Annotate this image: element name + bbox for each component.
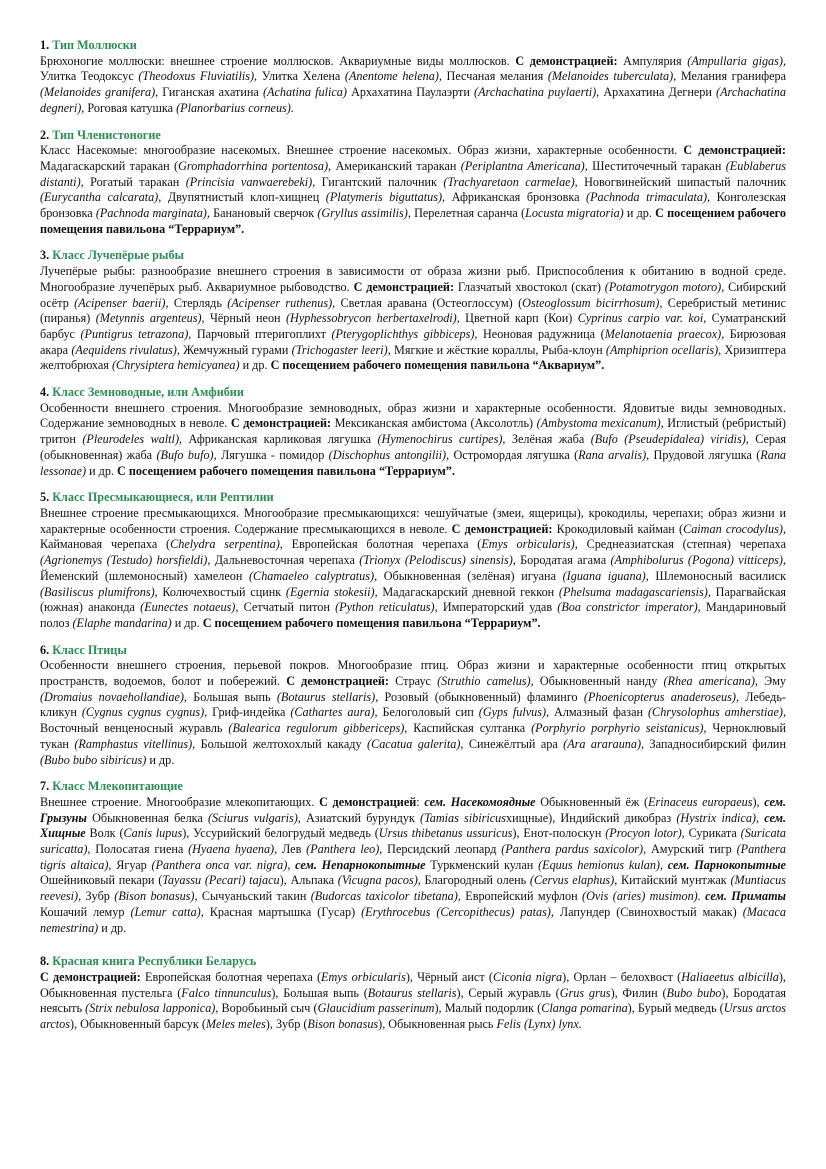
text-run: С демонстрацией: (40, 969, 141, 984)
text-run: Улитка Теодоксус (40, 69, 139, 84)
text-run: (Chamaeleo calyptratus), (249, 568, 378, 583)
text-run: (Agrionemys (Testudo) horsfieldi), (40, 553, 211, 568)
text-run: Большой желтохохлый какаду (195, 736, 368, 751)
text-run: Grus grus (559, 985, 611, 1000)
text-run: С демонстрацией: (683, 143, 786, 158)
text-run: Tayassu (Pecari) tajacu (162, 873, 280, 888)
text-run: Двупятнистый клоп-хищнец (161, 190, 326, 205)
text-run: Мелания гранифера (676, 69, 787, 84)
text-run: хищные), Индийский дикобраз (506, 810, 677, 825)
text-run: ), Филин ( (610, 985, 667, 1000)
text-run: (Basiliscus plumifrons), (40, 584, 158, 599)
text-run: сем. Непарнокопытные (295, 857, 426, 872)
text-run: Амурский тигр (646, 842, 737, 857)
text-run: Серая (обыкновенная) жаба (40, 432, 787, 462)
text-run: Внешнее строение пресмыкающихся. Многообразие пресмыкающихся: чешуйчатые (змеи, ящерицы), крокодилы, черепахи; образ жизни и характерные особенности строения. Содержание пресмыкающихся в неволе. (40, 505, 786, 536)
section-title: Тип Членистоногие (52, 127, 161, 142)
text-run: Melanotaenia praecox), (604, 326, 725, 341)
text-run: Европейская болотная черепаха ( (282, 537, 482, 552)
section-heading (40, 954, 786, 970)
text-run: ), Серый журавль ( (456, 985, 560, 1000)
text-run: (Gyps fulvus), (478, 705, 550, 720)
text-run: (Boa constrictor imperator), (557, 600, 701, 615)
text-run: Ягуар (111, 857, 152, 872)
text-run: Конголезская бронзовка (40, 190, 786, 221)
text-run: Зелёная жаба (505, 432, 591, 447)
text-run: Обыкновенный нанду (533, 674, 664, 689)
text-run: Синежёлтый ара (463, 736, 564, 751)
text-run: С демонстрацией: (451, 521, 553, 536)
section-number: 3. (40, 248, 50, 263)
section-number: 5. (40, 490, 50, 505)
text-run: Каспийская султанка (407, 721, 532, 736)
text-run: сем. Грызуны (40, 794, 787, 825)
text-run: Полосатая гиена (90, 842, 189, 857)
text-run: (Panthera pardus saxicolor), (501, 842, 647, 857)
text-run: С посещением рабочего помещения павильона “Террариум”. (202, 615, 541, 630)
section-title: Красная книга Республики Беларусь (52, 954, 257, 969)
text-run: Bubo bubo (666, 985, 722, 1000)
text-run: (Acipenser ruthenus), (227, 295, 336, 310)
text-run: (Princisia vanwaerebeki), (185, 174, 316, 189)
text-run: Эму (757, 674, 786, 689)
text-run: Лучепёрые рыбы: разнообразие внешнего строения в зависимости от образа жизни рыб. Приспособления к обитанию в водной среде. Многообразие лучепёрых рыб. Аквариумное рыбоводство. (40, 264, 786, 294)
text-run: Европейская болотная черепаха ( (140, 969, 322, 984)
text-run: Лягушка - помидор (216, 447, 329, 462)
section-body (40, 970, 786, 1033)
section-number: 1. (40, 38, 50, 52)
text-run: Суматранский барбус (40, 311, 787, 341)
text-run: (Python reticulatus), (335, 600, 438, 615)
text-run: (Theodoxus Fluviatilis), (138, 69, 258, 84)
text-run: (Macaca nemestrina) (40, 904, 787, 935)
text-run: ), Чёрный аист ( (405, 969, 493, 984)
text-run: Обыкновенная белка (86, 810, 208, 825)
text-run: (Planorbarius corneus). (176, 100, 294, 115)
text-run: Cyprinus carpio var. koi, (577, 311, 707, 326)
text-run: (Egernia stokesii), (285, 584, 378, 599)
text-run: (Procyon lotor), (605, 826, 685, 841)
text-run: сем. Парнокопытные (667, 857, 786, 872)
text-run: (Aequidens rivulatus), (71, 342, 180, 357)
text-run: Гиганская ахатина (158, 85, 263, 100)
text-run: Колючехвостый сцинк (157, 584, 286, 599)
text-run: Сычуаньский такин (197, 889, 311, 904)
section (40, 248, 786, 374)
text-run: (Trichogaster leeri), (291, 342, 391, 357)
text-run: Ампулярия (617, 53, 688, 68)
text-run: С посещением рабочего помещения павильона “Аквариум”. (270, 358, 605, 373)
section-number: 7. (40, 779, 50, 794)
text-run: (Potamotrygon motoro), (604, 279, 725, 294)
text-run: (Elaphe mandarina) (72, 615, 172, 630)
text-run: Азиатский бурундук (300, 810, 421, 825)
text-run: (Eurycantha calcarata), (40, 190, 162, 205)
text-run: (Phoenicopterus anaderoseus), (583, 689, 739, 704)
text-run: Meles meles (205, 1017, 266, 1032)
text-run: Парагвайская (южная) анаконда (40, 584, 786, 615)
text-run: Парчовый птеригоплихт (191, 326, 332, 341)
text-run: (Hymenochirus curtipes), (377, 432, 506, 447)
text-run: (Phelsuma madagascariensis), (558, 584, 711, 599)
section-title: Класс Земноводные, или Амфибии (52, 385, 244, 400)
text-run: Внешнее строение. Многообразие млекопитающих. (40, 794, 320, 809)
text-run: Особенности внешнего строения. Многообразие земноводных, образ жизни и характерные особенности. Ядовитые виды земноводных. Содержание земноводных в неволе. (40, 400, 786, 431)
section-body (40, 506, 786, 632)
text-run: Туркменский кулан (425, 857, 539, 872)
text-run: Locusta migratoria) (525, 206, 624, 221)
section-title: Класс Пресмыкающиеся, или Рептилии (52, 490, 274, 505)
text-run: Суриката (684, 826, 741, 841)
text-run: Остромордая лягушка ( (449, 447, 579, 462)
text-run: Алмазный фазан (549, 705, 648, 720)
text-run: Иглистый (ребристый) тритон (40, 416, 786, 447)
text-run: С демонстрацией: (286, 674, 389, 689)
text-run: ), Бородатая неясыть (40, 985, 786, 1016)
text-run: Волк ( (85, 826, 124, 841)
text-run: (Melanoides tuberculata), (547, 69, 677, 84)
text-run: Жемчужный гурами (179, 342, 292, 357)
text-run: (Panthera onca var. nigra), (151, 857, 291, 872)
text-run: Osteoglossum bicirrhosum), (522, 295, 663, 310)
text-run: (Cygnus cygnus cygnus), (81, 705, 208, 720)
text-run: (Pachnoda trimaculata), (586, 190, 711, 205)
text-run: Falco tinnunculus (181, 985, 272, 1000)
text-run: Черноклювый тукан (40, 721, 786, 751)
text-run: ), Обыкновенная рысь (378, 1017, 497, 1032)
text-run: Воробьиный сыч ( (218, 1001, 318, 1016)
text-run: (Cacatua galerita), (367, 736, 464, 751)
section-heading (40, 38, 786, 54)
text-run: Ошейниковый пекари ( (40, 873, 163, 888)
text-run: (Periplantna Americana), (460, 158, 588, 173)
text-run: Обыкновенный ёж ( (535, 794, 649, 809)
text-run: Императорский удав (437, 600, 558, 615)
text-run: (Archachatina degneri), (40, 85, 786, 115)
section-heading (40, 779, 786, 795)
text-run: Лев (277, 842, 307, 857)
text-run: и др. (146, 752, 175, 767)
text-run: (Acipenser baerii), (74, 295, 169, 310)
text-run: (Balearica regulorum gibbericeps), (228, 721, 408, 736)
section-heading (40, 643, 786, 659)
text-run: (Platymeris biguttatus), (325, 190, 446, 205)
text-run: Персидский леопард (382, 842, 502, 857)
text-run: Белоголовый сип (377, 705, 479, 720)
section (40, 385, 786, 479)
section-number: 4. (40, 385, 50, 400)
text-run: (Struthio camelus), (437, 674, 534, 689)
text-run: С посещением рабочего помещения павильона “Террариум”. (117, 463, 455, 478)
section-number: 6. (40, 642, 50, 657)
text-run: (Amphiprion ocellaris), (605, 342, 722, 357)
text-run: ), Малый подорлик ( (434, 1001, 542, 1016)
text-run: (Bufo bufo), (156, 447, 217, 462)
text-run: (Panthera tigris altaica), (40, 842, 786, 872)
text-run: Китайский мунтжак (617, 873, 731, 888)
text-run: Botaurus stellaris (367, 985, 457, 1000)
text-run: (Ampullaria gigas), (687, 53, 786, 68)
text-run: (Lemur catta), (130, 904, 204, 919)
text-run: (Gryllus assimilis), (317, 206, 411, 221)
text-run: Роговая катушка (84, 100, 177, 115)
text-run: (Chrysolophus amherstiae), (648, 705, 787, 720)
section-heading (40, 248, 786, 264)
text-run: Шеститочечный таракан (587, 158, 726, 173)
text-run: : (416, 794, 425, 809)
text-run: ), Большая выпь ( (271, 985, 368, 1000)
text-run: Африканская бронзовка (445, 190, 587, 205)
text-run: Лапундер (Свинохвостый макак) (553, 904, 743, 919)
text-run: Африканская карликовая лягушка (182, 432, 378, 447)
section-title: Класс Млекопитающие (52, 779, 183, 794)
text-run: Хризиптера желтобрюхая (40, 342, 787, 373)
text-run: Зубр (81, 889, 115, 904)
text-run: (Archachatina puylaerti), (474, 85, 600, 100)
text-run: Благородный олень (420, 873, 530, 888)
text-run: (Hystrix indica), (676, 810, 760, 825)
text-run: и др. (171, 615, 203, 630)
text-run: Песчаная мелания (441, 69, 548, 84)
text-run: Лебедь-кликун (40, 689, 786, 720)
text-run: Серебристый метинис (пиранья) (40, 295, 786, 326)
section-number: 8. (40, 954, 50, 969)
text-run: Каймановая черепаха ( (40, 537, 171, 552)
text-run: (Equus hemionus kulan), (538, 857, 664, 872)
text-run: Сибирский осётр (40, 279, 787, 310)
text-run: (Pachnoda marginata), (95, 206, 210, 221)
text-run: Мандариновый полоз (40, 600, 786, 630)
section-number: 2. (40, 127, 50, 142)
text-run: ), Зубр ( (265, 1017, 308, 1032)
text-run: Архахатина Дегнери (599, 85, 717, 100)
text-run: С посещением рабочего помещения павильона “Террариум”. (40, 206, 786, 236)
section (40, 128, 786, 238)
text-run: (Porphyrio porphyrio seistanicus), (531, 721, 707, 736)
text-run: (Vicugna pacos), (337, 873, 421, 888)
text-run: Rana lessonae) (40, 447, 787, 478)
text-run: (Eunectes notaeus), (140, 600, 239, 615)
text-run: Крокодиловый кайман ( (552, 521, 684, 536)
text-run: (Rhea americana), (663, 674, 758, 689)
text-run: Ursus thibetanus ussuricus (378, 826, 513, 841)
text-run: Банановый сверчок (209, 206, 318, 221)
text-run: (Botaurus stellaris), (276, 689, 379, 704)
section-heading (40, 385, 786, 401)
text-run: и др. (86, 463, 118, 478)
text-run: Неоновая радужница ( (477, 326, 605, 341)
section-heading (40, 490, 786, 506)
section-title: Класс Лучепёрые рыбы (52, 248, 185, 263)
text-run: (Iguana iguana), (562, 568, 649, 583)
text-run: Мягкие и жёсткие кораллы, Рыба-клоун (390, 342, 606, 357)
text-run: Шлемоносный василиск (648, 568, 787, 583)
text-run: (Budorcas taxicolor tibetana), (310, 889, 461, 904)
section-title: Класс Птицы (52, 642, 127, 657)
section (40, 954, 786, 1033)
text-run: Светлая аравана (Остеоглоссум) ( (335, 295, 523, 310)
section-title: Тип Моллюски (52, 38, 137, 52)
text-run: Chelydra serpentina), (170, 537, 283, 552)
text-run: сем. Приматы (705, 889, 787, 904)
text-run: (Cervus elaphus), (529, 873, 618, 888)
text-run: (Ambystoma mexicanum), (536, 416, 664, 431)
text-run: Западносибирский филин (644, 736, 786, 751)
text-run: Красная мартышка (Гусар) (203, 904, 362, 919)
text-run: (Bufo (Pseudepidalea) viridis), (590, 432, 749, 447)
text-run: (Bison bonasus), (114, 889, 198, 904)
text-run: Брюхоногие моллюски: внешнее строение моллюсков. Аквариумные виды моллюсков. (40, 53, 516, 68)
text-run: Бородатая агама (515, 553, 611, 568)
section-body (40, 658, 786, 768)
text-run: (Pleurodeles waltl), (82, 432, 183, 447)
text-run: (Panthera leo), (306, 842, 383, 857)
text-run: Прудовой лягушка ( (649, 447, 761, 462)
text-run: Страус (388, 674, 438, 689)
section (40, 643, 786, 769)
text-run: Felis (Lynx) lynx. (496, 1017, 582, 1032)
text-run: Стерлядь (168, 295, 228, 310)
text-run: (Pterygoplichthys gibbiceps), (331, 326, 478, 341)
text-run: (Ovis (aries) musimon). (582, 889, 701, 904)
text-run: (Sciurus vulgaris), (207, 810, 301, 825)
text-run: Дальневосточная черепаха (210, 553, 360, 568)
section-body (40, 795, 786, 936)
text-run: Розовый (обыкновенный) фламинго (378, 689, 584, 704)
text-run: (Hyaena hyaena), (188, 842, 278, 857)
text-run: (Trachyaretaon carmelae), (443, 174, 578, 189)
text-run: Erinaceus europaeus (648, 794, 753, 809)
text-run: Перелетная саранча ( (410, 206, 526, 221)
text-run: Улитка Хелена (257, 69, 345, 84)
text-run: Haliaeetus albicilla (681, 969, 779, 984)
text-run: (Eublaberus distanti), (40, 158, 786, 189)
text-run: Йеменский (шлемоносный) хамелеон (40, 568, 249, 583)
text-run: Bison bonasus (307, 1017, 379, 1032)
text-run: ), Енот-полоскун (512, 826, 606, 841)
text-run: (Erythrocebus (Cercopithecus) patas), (361, 904, 554, 919)
text-run: (Puntigrus tetrazona), (80, 326, 192, 341)
text-run: Emys orbicularis), (481, 537, 578, 552)
text-run: Большая выпь (186, 689, 277, 704)
text-run: Чёрный неон (204, 311, 286, 326)
text-run: (Ara ararauna), (563, 736, 645, 751)
text-run: Рогатый таракан (83, 174, 186, 189)
text-run: и др. (623, 206, 656, 221)
text-run: (Trionyx (Pelodiscus) sinensis), (359, 553, 516, 568)
text-run: (Metynnis argenteus), (95, 311, 205, 326)
section-body (40, 143, 786, 237)
text-run: и др. (239, 358, 271, 373)
text-run: (Strix nebulosa lapponica), (85, 1001, 219, 1016)
text-run: Gromphadorrhina portentosa), (178, 158, 332, 173)
text-run: (Amphibolurus (Pogona) vitticeps), (610, 553, 787, 568)
text-run: (Chrysiptera hemicyanea) (111, 358, 240, 373)
text-run: Глазчатый хвостокол (скат) (454, 279, 605, 294)
section (40, 38, 786, 117)
text-run: Clanga pomarina (541, 1001, 628, 1016)
text-run: (Muntiacus reevesi), (40, 873, 786, 904)
text-run: Glaucidium passerinum (317, 1001, 435, 1016)
text-run: Мадагаскарский дневной геккон (377, 584, 559, 599)
text-run: (Hyphessobrycon herbertaxelrodi), (285, 311, 460, 326)
text-run: С демонстрацией: (230, 416, 332, 431)
text-run: Бирюзовая акара (40, 326, 786, 357)
text-run: ), Обыкновенный барсук ( (70, 1017, 206, 1032)
text-run: ), (752, 794, 765, 809)
text-run: Среднеазиатская (степная) черепаха (577, 537, 787, 552)
text-run: (Achatina fulica) (262, 85, 347, 100)
text-run: ), Бурый медведь ( (627, 1001, 724, 1016)
text-run: С демонстрацией (319, 794, 417, 809)
text-run: сем. Хищные (40, 810, 786, 841)
text-run: Кошачий лемур (40, 904, 131, 919)
text-run: Класс Насекомые: многообразие насекомых. Внешнее строение насекомых. Образ жизни, характерные особенности. (40, 143, 684, 158)
section-body (40, 54, 786, 117)
text-run: Обыкновенная (зелёная) игуана (377, 568, 563, 583)
text-run: сем. Насекомоядные (424, 794, 536, 809)
text-run: и др. (98, 920, 127, 935)
text-run: Особенности внешнего строения, перьевой покров. Многообразие птиц. Образ жизни и характерные особенности птиц открытых пространств, водоемов, болот и побережий. (40, 658, 786, 689)
section (40, 779, 786, 936)
text-run: (Melanoides granifera), (40, 85, 159, 100)
text-run: ), Альпака (279, 873, 338, 888)
section-heading (40, 128, 786, 144)
text-run: (Ramphastus vitellinus), (74, 736, 196, 751)
text-run: ), Орлан – белохвост ( (562, 969, 682, 984)
text-run: (Suricata suricatta), (40, 826, 787, 857)
text-run: Сетчатый питон (238, 600, 336, 615)
text-run: ), Уссурийский белогрудый медведь ( (182, 826, 379, 841)
text-run: Canis lupus (123, 826, 183, 841)
section-list (40, 38, 786, 1033)
text-run: Гигантский палочник (315, 174, 444, 189)
text-run: Ursus arctos arctos (40, 1001, 787, 1032)
text-run: Гриф-индейка (207, 705, 291, 720)
text-run: (Dischophus antongilii), (328, 447, 450, 462)
text-run: Caiman crocodylus), (683, 521, 786, 536)
text-run: (Anentome helena), (344, 69, 442, 84)
text-run: Цветной карп (Кои) (459, 311, 578, 326)
section-body (40, 401, 786, 480)
text-run: (Cathartes aura), (290, 705, 378, 720)
text-run: Emys orbicularis (321, 969, 406, 984)
section-body (40, 264, 786, 374)
text-run: С демонстрацией: (515, 53, 618, 68)
text-run: (Bubo bubo sibiricus) (40, 752, 147, 767)
text-run: Мексиканская амбистома (Аксолотль) (331, 416, 537, 431)
text-run: Мадагаскарский таракан ( (40, 158, 179, 173)
text-run: Восточный венценосный журавль (40, 721, 229, 736)
text-run: (Tamias sibiricus (420, 810, 507, 825)
text-run: (Dromaius novaehollandiae), (40, 689, 187, 704)
text-run: Европейский муфлон (460, 889, 583, 904)
text-run: Американский таракан (331, 158, 461, 173)
section (40, 490, 786, 631)
text-run: Ciconia nigra (492, 969, 563, 984)
text-run: ), Обыкновенная пустельга ( (40, 969, 786, 1000)
text-run: Rana arvalis), (578, 447, 650, 462)
text-run: С демонстрацией: (353, 279, 455, 294)
text-run: Новогвинейский шипастый палочник (577, 174, 787, 189)
text-run: Архахатина Паулаэрти (346, 85, 475, 100)
